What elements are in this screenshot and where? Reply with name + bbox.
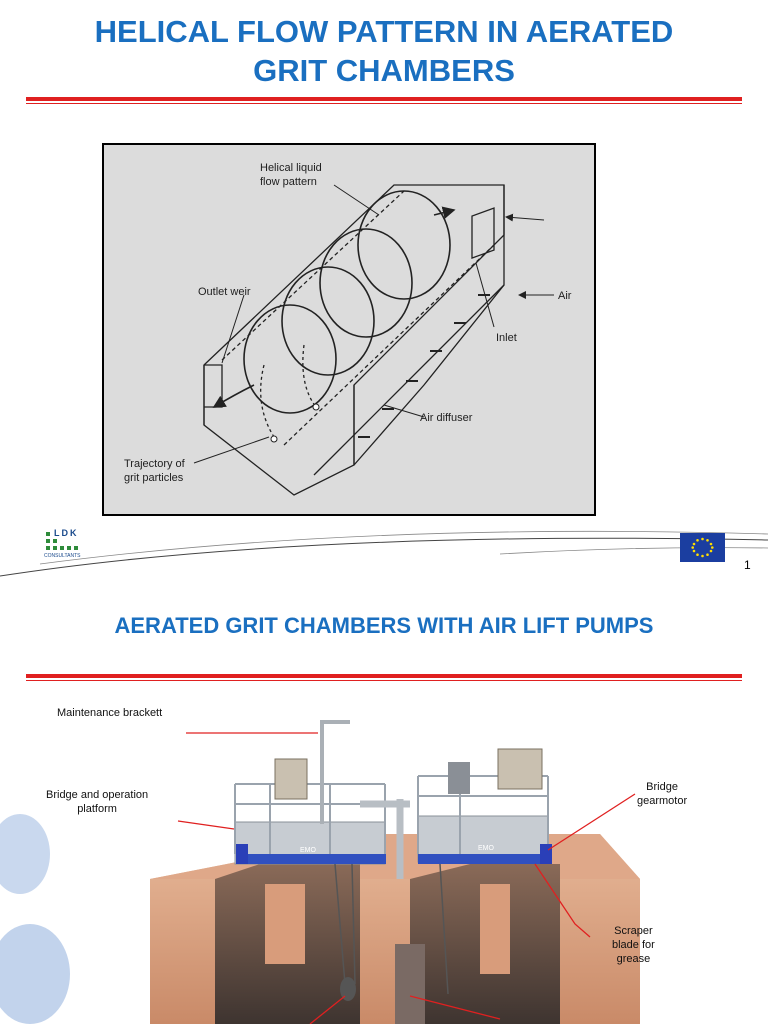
ldk-logo — [44, 528, 104, 564]
slide-1-title-line-1: HELICAL FLOW PATTERN IN AERATED — [94, 14, 674, 49]
eu-flag — [680, 533, 725, 562]
label-air-diffuser: Air diffuser — [420, 412, 473, 424]
label-air: Air — [558, 290, 572, 302]
ldk-logo-text: LDK — [54, 528, 79, 538]
label-helical-flow: Helical liquid flow pattern — [260, 162, 322, 188]
slide-2-title: AERATED GRIT CHAMBERS WITH AIR LIFT PUMPS — [114, 613, 654, 638]
page-number: 1 — [744, 558, 751, 572]
slide-2 — [0, 584, 768, 1024]
label-maintenance-bracket: Maintenance brackett — [57, 707, 163, 719]
label-bridge-platform: Bridge and operation platform — [46, 789, 149, 815]
label-trajectory: Trajectory of grit particles — [124, 458, 185, 484]
label-bridge-gearmotor: Bridge gearmotor — [637, 781, 688, 807]
grit-chamber-illustration — [0, 704, 768, 1024]
slide-1-title — [0, 12, 768, 90]
label-inlet: Inlet — [496, 332, 517, 344]
slide-1-title-line-2: GRIT CHAMBERS — [253, 53, 515, 88]
grit-chamber-render — [0, 704, 768, 1024]
footer-swoosh — [0, 520, 768, 584]
brand-mark-2: EMO — [478, 845, 494, 852]
helical-flow-diagram — [102, 143, 596, 516]
ldk-logo-subtext: CONSULTANTS — [44, 553, 81, 559]
brand-mark-1: EMO — [300, 847, 316, 854]
label-scraper-blade: Scraper blade for grease — [612, 925, 655, 965]
title-rule-2 — [26, 674, 742, 681]
eu-stars-icon — [680, 533, 725, 562]
title-rule — [26, 97, 742, 104]
label-outlet-weir: Outlet weir — [198, 286, 251, 298]
